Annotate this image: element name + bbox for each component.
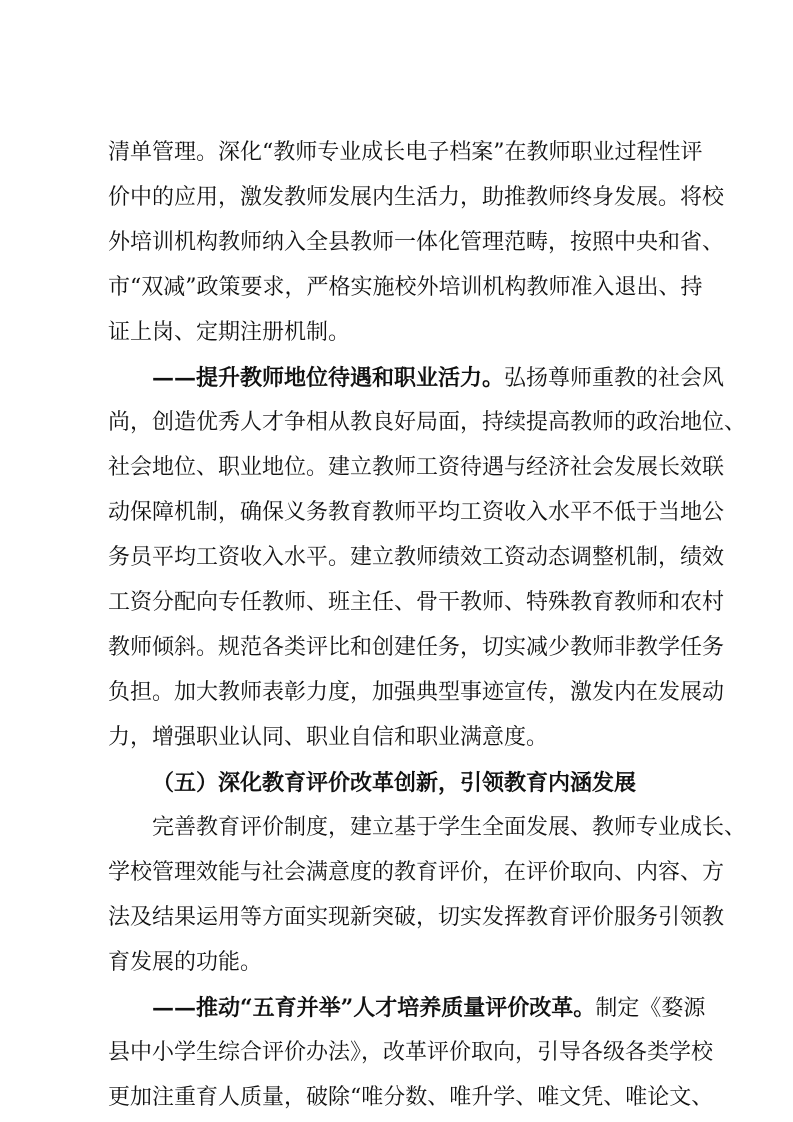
- paragraph-2-line-1-rest: 弘扬尊师重教的社会风: [504, 366, 725, 391]
- paragraph-1-line-5: 证上岗、定期注册机制。: [108, 320, 351, 345]
- paragraph-1-line-1: 清单管理。深化“教师专业成长电子档案”在教师职业过程性评: [108, 140, 703, 165]
- paragraph-3-line-1: 完善教育评价制度，建立基于学生全面发展、教师专业成长、: [152, 815, 747, 840]
- paragraph-2-line-1: [152, 361, 725, 395]
- paragraph-4-line-2: 县中小学生综合评价办法》，改革评价取向，引导各级各类学校: [108, 1040, 714, 1065]
- paragraph-2-lead: ——提升教师地位待遇和职业活力。: [152, 365, 505, 391]
- paragraph-1-line-4: 市“双减”政策要求，严格实施校外培训机构教师准入退出、持: [108, 275, 703, 300]
- paragraph-2-line-3: 社会地位、职业地位。建立教师工资待遇与经济社会发展长效联: [108, 455, 725, 480]
- section-heading: （五）深化教育评价改革创新，引领教育内涵发展: [152, 770, 637, 796]
- paragraph-2-line-2: 尚，创造优秀人才争相从教良好局面，持续提高教师的政治地位、: [108, 410, 747, 435]
- paragraph-4-lead: ——推动“五育并举”人才培养质量评价改革。: [152, 995, 596, 1021]
- paragraph-2-line-9: 力，增强职业认同、职业自信和职业满意度。: [108, 725, 549, 750]
- paragraph-2-line-7: 教师倾斜。规范各类评比和创建任务，切实减少教师非教学任务: [108, 635, 725, 660]
- paragraph-2-line-4: 动保障机制，确保义务教育教师平均工资收入水平不低于当地公: [108, 500, 725, 525]
- paragraph-4-line-3: 更加注重育人质量，破除“唯分数、唯升学、唯文凭、唯论文、: [108, 1085, 714, 1110]
- paragraph-2-line-6: 工资分配向专任教师、班主任、骨干教师、特殊教育教师和农村: [108, 590, 725, 615]
- paragraph-1-line-3: 外培训机构教师纳入全县教师一体化管理范畴，按照中央和省、: [108, 230, 725, 255]
- paragraph-2-line-5: 务员平均工资收入水平。建立教师绩效工资动态调整机制，绩效: [108, 545, 725, 570]
- paragraph-3-line-4: 育发展的功能。: [108, 950, 263, 975]
- paragraph-4-line-1: [152, 991, 706, 1025]
- paragraph-3-line-2: 学校管理效能与社会满意度的教育评价，在评价取向、内容、方: [108, 860, 725, 885]
- paragraph-1-line-2: 价中的应用，激发教师发展内生活力，助推教师终身发展。将校: [108, 185, 725, 210]
- paragraph-4-line-1-rest: 制定《婺源: [595, 996, 706, 1021]
- paragraph-2-line-8: 负担。加大教师表彰力度，加强典型事迹宣传，激发内在发展动: [108, 680, 725, 705]
- paragraph-3-line-3: 法及结果运用等方面实现新突破，切实发挥教育评价服务引领教: [108, 905, 725, 930]
